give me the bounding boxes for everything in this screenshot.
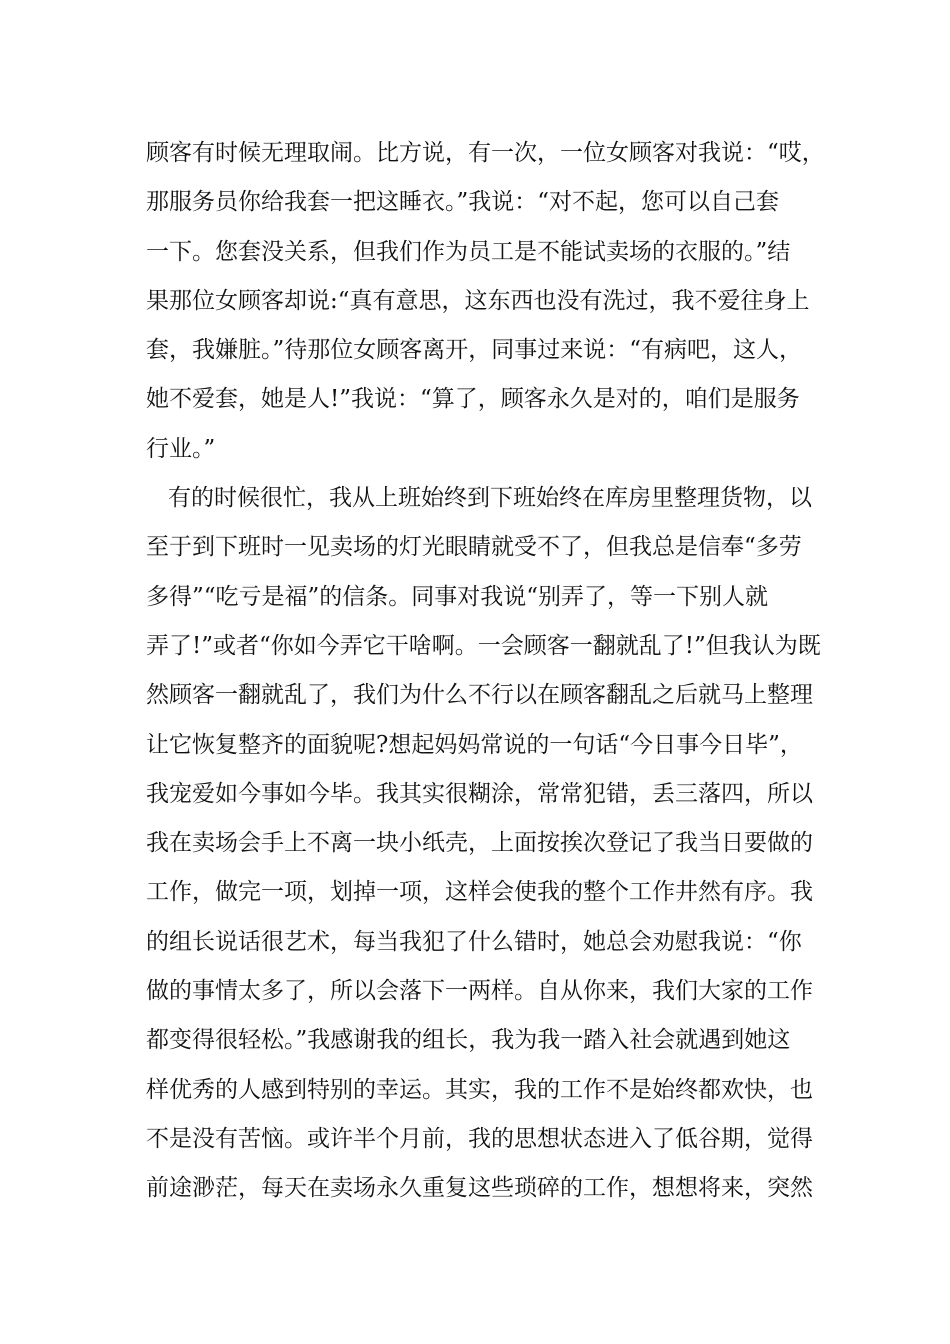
text-line: 做的事情太多了，所以会落下一两样。自从你来，我们大家的工作	[146, 978, 813, 1005]
text-line: 套，我嫌脏。”待那位女顾客离开，同事过来说：“有病吧，这人，	[146, 337, 803, 364]
text-line: 多得”“吃亏是福”的信条。同事对我说“别弄了，等一下别人就	[146, 583, 769, 610]
text-line: 一下。您套没关系，但我们作为员工是不能试卖场的衣服的。”结	[146, 238, 791, 265]
text-line: 工作，做完一项，划掉一项，这样会使我的整个工作井然有序。我	[146, 879, 813, 906]
text-line: 顾客有时候无理取闹。比方说，有一次，一位女顾客对我说：“哎，	[146, 140, 825, 166]
text-line: 我宠爱如今事如今毕。我其实很糊涂，常常犯错，丢三落四，所以	[146, 780, 813, 807]
text-line: 那服务员你给我套一把这睡衣。”我说：“对不起，您可以自己套	[146, 189, 780, 216]
text-line: 的组长说话很艺术，每当我犯了什么错时，她总会劝慰我说：“你	[146, 928, 802, 955]
text-line: 她不爱套，她是人!”我说：“算了，顾客永久是对的，咱们是服务	[146, 386, 800, 413]
text-line: 然顾客一翻就乱了，我们为什么不行以在顾客翻乱之后就马上整理	[146, 682, 813, 709]
text-line: 让它恢复整齐的面貌呢?想起妈妈常说的一句话“今日事今日毕”，	[146, 731, 803, 758]
text-line: 弄了!”或者“你如今弄它干啥啊。一会顾客一翻就乱了!”但我认为既	[146, 632, 821, 659]
paragraph-first-line: 有的时候很忙，我从上班始终到下班始终在库房里整理货物，以	[168, 485, 812, 512]
text-line: 都变得很轻松。”我感谢我的组长，我为我一踏入社会就遇到她这	[146, 1027, 791, 1054]
text-line: 不是没有苦恼。或许半个月前，我的思想状态进入了低谷期，觉得	[146, 1125, 813, 1152]
text-line: 果那位女顾客却说:“真有意思，这东西也没有洗过，我不爱往身上	[146, 287, 810, 314]
text-line: 至于到下班时一见卖场的灯光眼睛就受不了，但我总是信奉“多劳	[146, 534, 802, 561]
text-line: 行业。”	[146, 435, 216, 462]
text-line: 样优秀的人感到特别的幸运。其实，我的工作不是始终都欢快，也	[146, 1076, 813, 1103]
text-line: 我在卖场会手上不离一块小纸壳，上面按挨次登记了我当日要做的	[146, 830, 813, 857]
text-line: 前途渺茫，每天在卖场永久重复这些琐碎的工作，想想将来，突然	[146, 1175, 813, 1202]
body-text	[146, 129, 825, 1214]
